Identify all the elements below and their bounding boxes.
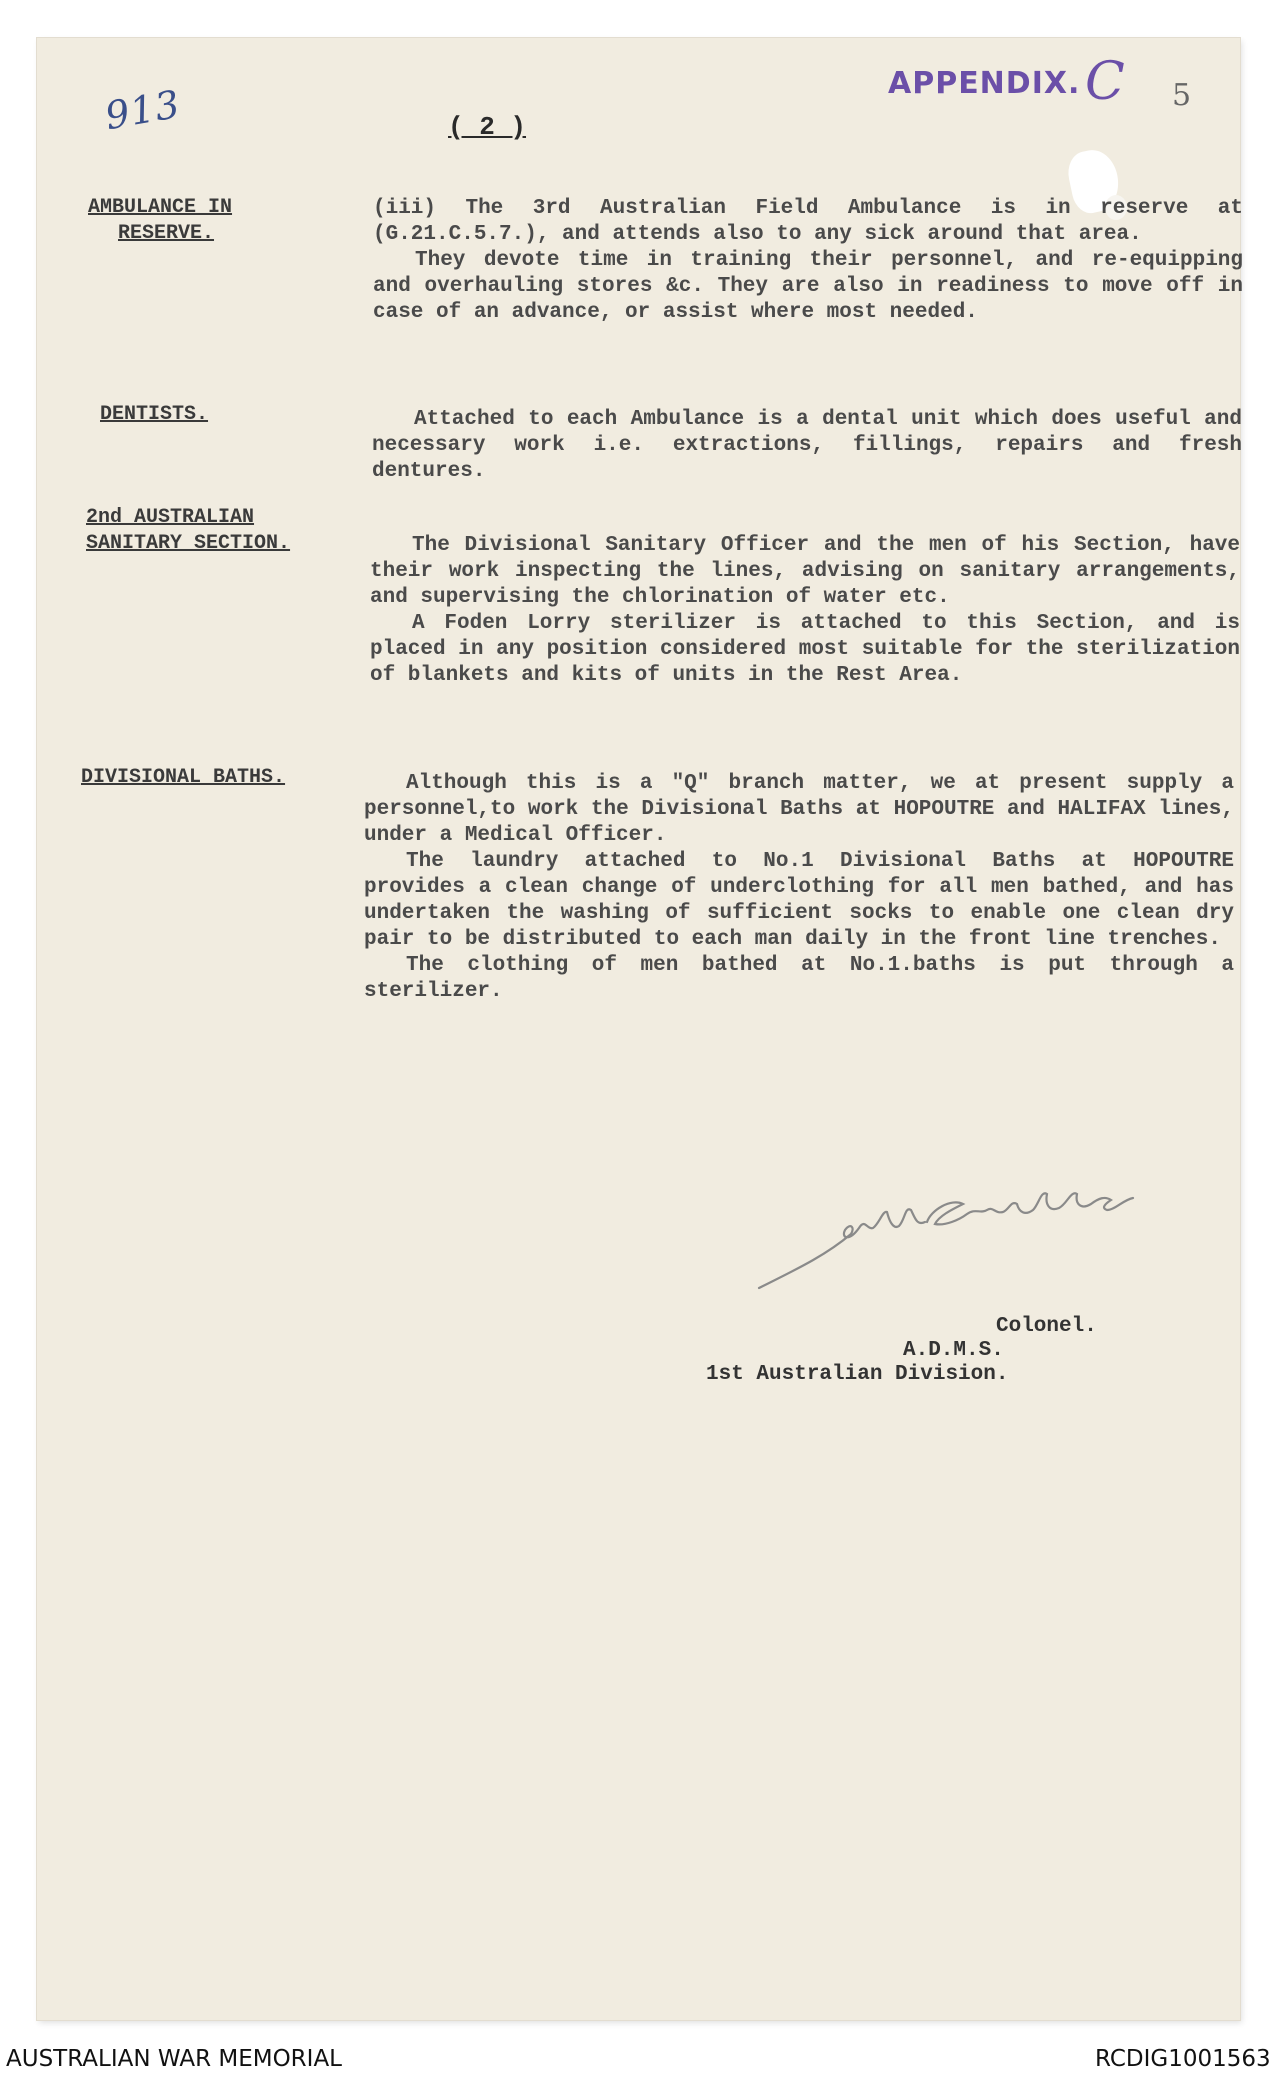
footer-record-id: RCDIG1001563 bbox=[1095, 2046, 1271, 2072]
signoff-unit: 1st Australian Division. bbox=[706, 1363, 1009, 1386]
document-page bbox=[37, 38, 1240, 2020]
heading-ambulance-in-reserve: AMBULANCE IN RESERVE. bbox=[88, 196, 233, 245]
footer-institution: AUSTRALIAN WAR MEMORIAL bbox=[6, 2046, 342, 2072]
appendix-letter: C bbox=[1085, 52, 1125, 112]
appendix-stamp: APPENDIX. bbox=[888, 66, 1081, 101]
paragraph-sanitary-section: The Divisional Sanitary Officer and the men of his Section, have their work inspecting the lines, advising on sanitary arrangements, and supervising the chlorination of water etc. A Foden Lorry sterilizer is attached to this Section, and is placed in any position considered most suitable for the sterilization of blankets and kits of units in the Rest Area. bbox=[370, 534, 1240, 687]
heading-divisional-baths: DIVISIONAL BATHS. bbox=[81, 766, 286, 789]
page-mark: 5 bbox=[1172, 78, 1192, 113]
folio-number: 913 bbox=[101, 81, 184, 139]
signoff-title: A.D.M.S. bbox=[903, 1339, 1004, 1362]
paragraph-divisional-baths: Although this is a "Q" branch matter, we at present supply a personnel,to work the Divisional Baths at HOPOUTRE and HALIFAX lines, under a Medical Officer. The laundry attached to No.1 Divisional Baths at HOPOUTRE provides a clean change of underclothing for all men bathed, and has undertaken the washing of sufficient socks to enable one clean dry pair to be distributed to each man daily in the front line trenches. The clothing of men bathed at No.1.baths is put through a sterilizer. bbox=[364, 772, 1234, 1003]
paragraph-dentists: Attached to each Ambulance is a dental unit which does useful and necessary work i.e. extractions, fillings, repairs and fresh dentures. bbox=[372, 408, 1242, 483]
heading-sanitary-section: 2nd AUSTRALIAN SANITARY SECTION. bbox=[86, 506, 291, 555]
paragraph-ambulance-in-reserve: (iii) The 3rd Australian Field Ambulance is in reserve at (G.21.C.5.7.), and attends also to any sick around that area. They devote time in training their personnel, and re-equipping and overhauling stores &c. They are also in readiness to move off in case of an advance, or assist where most needed. bbox=[373, 197, 1243, 324]
signoff-rank: Colonel. bbox=[996, 1315, 1097, 1338]
page-number: ( 2 ) bbox=[448, 112, 527, 142]
heading-dentists: DENTISTS. bbox=[100, 403, 209, 426]
handwritten-signature bbox=[755, 1170, 1175, 1300]
